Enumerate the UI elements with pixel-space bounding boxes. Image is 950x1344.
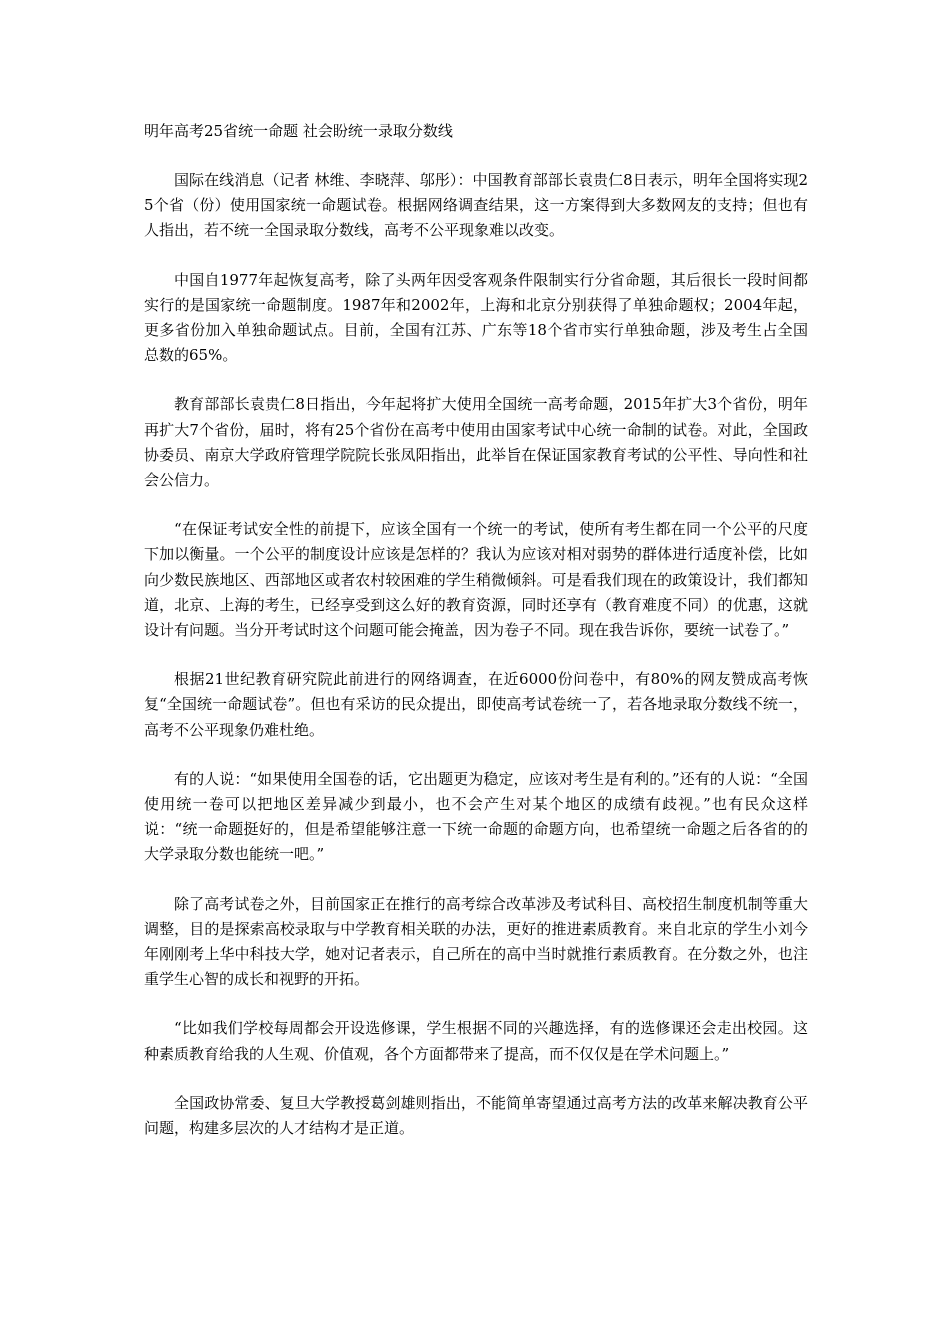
paragraph-6: 有的人说：“如果使用全国卷的话，它出题更为稳定，应该对考生是有利的。”还有的人说：“全国使用统一卷可以把地区差异减少到最小，也不会产生对某个地区的成绩有歧视。”也有民众这样说：“统一命题挺好的，但是希望能够注意一下统一命题的命题方向，也希望统一命题之后各省的的大学录取分数也能统一吧。” xyxy=(144,769,808,864)
paragraph-4: “在保证考试安全性的前提下，应该全国有一个统一的考试，使所有考生都在同一个公平的尺度下加以衡量。一个公平的制度设计应该是怎样的？我认为应该对相对弱势的群体进行适度补偿，比如向少数民族地区、西部地区或者农村较困难的学生稍微倾斜。可是看我们现在的政策设计，我们都知道，北京、上海的考生，已经享受到这么好的教育资源，同时还享有（教育难度不同）的优惠，这就设计有问题。当分开考试时这个问题可能会掩盖，因为卷子不同。现在我告诉你，要统一试卷了。” xyxy=(144,520,808,640)
paragraph-5: 根据21世纪教育研究院此前进行的网络调查，在近6000份问卷中，有80%的网友赞成高考恢复“全国统一命题试卷”。但也有采访的民众提出，即使高考试卷统一了，若各地录取分数线不统一，高考不公平现象仍难杜绝。 xyxy=(144,670,808,739)
paragraph-9: 全国政协常委、复旦大学教授葛剑雄则指出，不能简单寄望通过高考方法的改革来解决教育公平问题，构建多层次的人才结构才是正道。 xyxy=(144,1093,808,1138)
paragraph-8: “比如我们学校每周都会开设选修课，学生根据不同的兴趣选择，有的选修课还会走出校园。这种素质教育给我的人生观、价值观，各个方面都带来了提高，而不仅仅是在学术问题上。” xyxy=(144,1019,808,1063)
document-page xyxy=(144,120,808,1165)
paragraph-7: 除了高考试卷之外，目前国家正在推行的高考综合改革涉及考试科目、高校招生制度机制等重大调整，目的是探索高校录取与中学教育相关联的办法，更好的推进素质教育。来自北京的学生小刘今年刚刚考上华中科技大学，她对记者表示，自己所在的高中当时就推行素质教育。在分数之外，也注重学生心智的成长和视野的开拓。 xyxy=(144,894,808,989)
document-title: 明年高考25省统一命题 社会盼统一录取分数线 xyxy=(144,122,453,140)
paragraph-3: 教育部部长袁贵仁8日指出，今年起将扩大使用全国统一高考命题，2015年扩大3个省份，明年再扩大7个省份，届时，将有25个省份在高考中使用由国家考试中心统一命制的试卷。对此，全国政协委员、南京大学政府管理学院院长张凤阳指出，此举旨在保证国家教育考试的公平性、导向性和社会公信力。 xyxy=(144,395,808,490)
paragraph-2: 中国自1977年起恢复高考，除了头两年因受客观条件限制实行分省命题，其后很长一段时间都实行的是国家统一命题制度。1987年和2002年，上海和北京分别获得了单独命题权；2004年起，更多省份加入单独命题试点。目前，全国有江苏、广东等18个省市实行单独命题，涉及考生占全国总数的65%。 xyxy=(144,270,808,365)
paragraph-1: 国际在线消息（记者 林维、李晓萍、邬彤）：中国教育部部长袁贵仁8日表示，明年全国将实现25个省（份）使用国家统一命题试卷。根据网络调查结果，这一方案得到大多数网友的支持；但也有人指出，若不统一全国录取分数线，高考不公平现象难以改变。 xyxy=(144,171,808,240)
